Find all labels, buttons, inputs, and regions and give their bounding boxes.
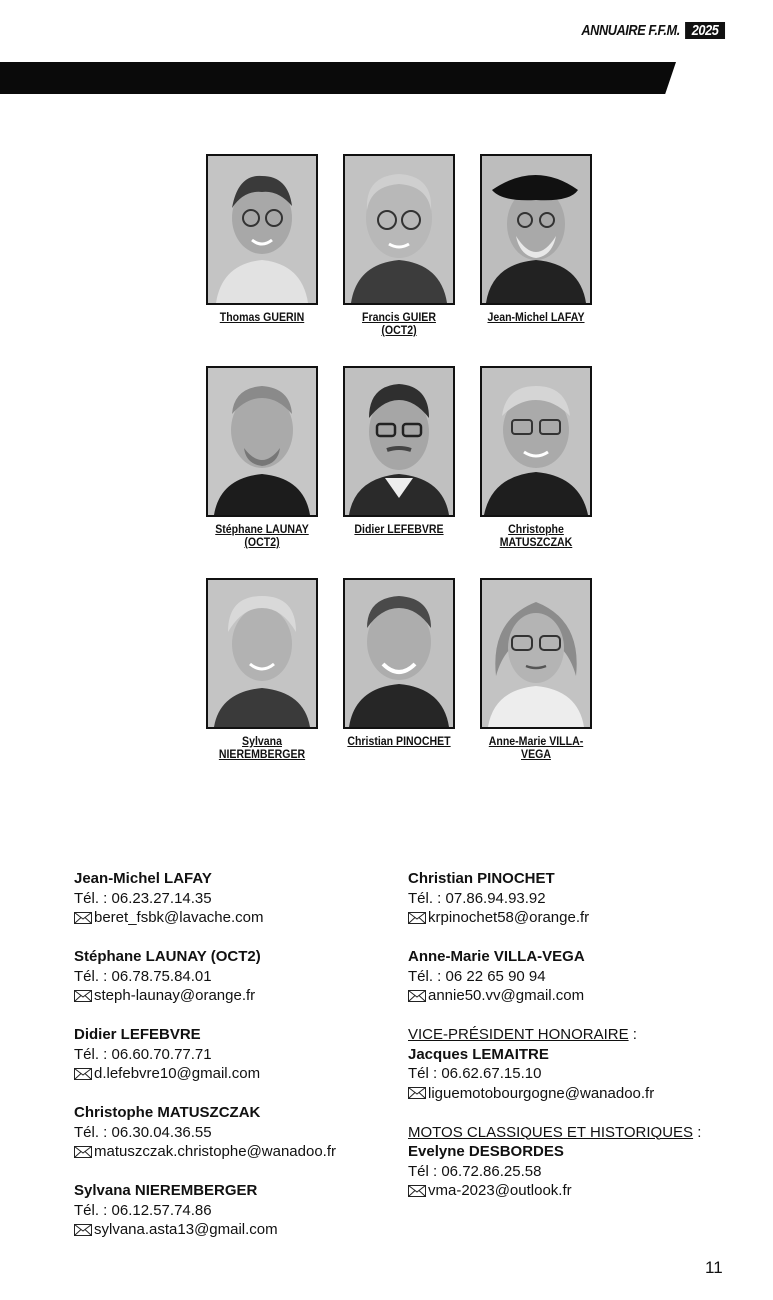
contact-email[interactable] xyxy=(74,1142,408,1162)
contact-email[interactable] xyxy=(408,986,734,1006)
contact-email[interactable] xyxy=(74,1064,408,1084)
contact-name: Didier LEFEBVRE xyxy=(74,1026,201,1043)
contacts-section xyxy=(74,869,734,1259)
member-card xyxy=(480,366,592,578)
member-photo xyxy=(480,366,592,517)
honorary-suffix: : xyxy=(628,1026,637,1043)
contact-email-text: d.lefebvre10@gmail.com xyxy=(94,1065,261,1082)
honorary-heading xyxy=(408,1026,637,1043)
contact-email[interactable] xyxy=(74,1220,408,1240)
contact-email-text: krpinochet58@orange.fr xyxy=(428,909,590,926)
classic-phone: Tél : 06.72.86.25.58 xyxy=(408,1162,542,1180)
member-card xyxy=(206,578,318,790)
contact-email-text: steph-launay@orange.fr xyxy=(94,987,256,1004)
contact-entry xyxy=(408,869,734,928)
member-name: Francis GUIER (OCT2) xyxy=(362,310,436,337)
contact-phone: Tél. : 07.86.94.93.92 xyxy=(408,889,546,907)
mail-icon xyxy=(74,1068,92,1080)
contact-name: Anne-Marie VILLA-VEGA xyxy=(408,948,585,965)
member-photo xyxy=(206,366,318,517)
honorary-email[interactable] xyxy=(408,1084,734,1104)
honorary-entry xyxy=(408,1025,734,1103)
classic-suffix: : xyxy=(693,1123,702,1141)
member-name: Jean-Michel LAFAY xyxy=(487,310,585,324)
mail-icon xyxy=(408,990,426,1002)
contact-name: Jean-Michel LAFAY xyxy=(74,870,212,887)
mail-icon xyxy=(408,1087,426,1099)
member-name: Anne-Marie VILLA-VEGA xyxy=(488,734,584,761)
contact-email[interactable] xyxy=(74,986,408,1006)
member-name: Stéphane LAUNAY (OCT2) xyxy=(215,522,309,549)
member-photo xyxy=(343,366,455,517)
classic-email[interactable] xyxy=(408,1181,734,1201)
contacts-left-column xyxy=(74,869,408,1259)
member-photo xyxy=(480,578,592,729)
classic-heading xyxy=(408,1124,701,1141)
contact-phone: Tél. : 06.30.04.36.55 xyxy=(74,1123,212,1141)
member-card xyxy=(480,578,592,790)
page-number: 11 xyxy=(705,1258,723,1277)
mail-icon xyxy=(408,912,426,924)
contact-name: Christian PINOCHET xyxy=(408,870,555,887)
classic-email-text: vma-2023@outlook.fr xyxy=(428,1182,572,1199)
contact-entry xyxy=(74,947,408,1006)
member-name: Didier LEFEBVRE xyxy=(354,522,444,536)
mail-icon xyxy=(74,1146,92,1158)
contact-phone: Tél. : 06 22 65 90 94 xyxy=(408,967,546,985)
contact-phone: Tél. : 06.60.70.77.71 xyxy=(74,1045,212,1063)
member-name: Thomas GUERIN xyxy=(219,310,305,324)
classic-name: Evelyne DESBORDES xyxy=(408,1143,564,1160)
member-card xyxy=(480,154,592,366)
honorary-label: VICE-PRÉSIDENT HONORAIRE xyxy=(408,1026,629,1043)
member-name: Christophe MATUSZCZAK xyxy=(499,522,573,549)
contact-entry xyxy=(74,1025,408,1084)
contact-name: Stéphane LAUNAY (OCT2) xyxy=(74,948,261,965)
honorary-name: Jacques LEMAITRE xyxy=(408,1045,549,1063)
contact-phone: Tél. : 06.12.57.74.86 xyxy=(74,1201,212,1219)
member-photo xyxy=(480,154,592,305)
mail-icon xyxy=(408,1185,426,1197)
header-year: 2025 xyxy=(685,22,725,39)
contact-name: Sylvana NIEREMBERGER xyxy=(74,1182,258,1199)
mail-icon xyxy=(74,912,92,924)
contact-email-text: beret_fsbk@lavache.com xyxy=(94,909,264,926)
header-label xyxy=(581,22,725,39)
contact-email-text: annie50.vv@gmail.com xyxy=(428,987,585,1004)
member-photo xyxy=(206,578,318,729)
member-card xyxy=(343,154,455,366)
member-photo-grid xyxy=(206,154,592,790)
contact-email[interactable] xyxy=(408,908,734,928)
member-photo xyxy=(206,154,318,305)
header-title: ANNUAIRE F.F.M. xyxy=(581,22,680,39)
contact-email[interactable] xyxy=(74,908,408,928)
contact-entry xyxy=(74,869,408,928)
contact-email-text: sylvana.asta13@gmail.com xyxy=(94,1221,278,1238)
mail-icon xyxy=(74,1224,92,1236)
contact-phone: Tél. : 06.23.27.14.35 xyxy=(74,889,212,907)
honorary-email-text: liguemotobourgogne@wanadoo.fr xyxy=(428,1084,655,1102)
contact-entry xyxy=(408,947,734,1006)
member-card xyxy=(343,366,455,578)
classic-label: MOTOS CLASSIQUES ET HISTORIQUES xyxy=(408,1123,694,1141)
mail-icon xyxy=(74,990,92,1002)
member-card xyxy=(206,154,318,366)
header-band xyxy=(0,62,676,94)
member-name: Christian PINOCHET xyxy=(347,734,451,748)
member-photo xyxy=(343,154,455,305)
member-card xyxy=(206,366,318,578)
contact-entry xyxy=(74,1181,408,1240)
contact-name: Christophe MATUSZCZAK xyxy=(74,1104,261,1121)
classic-entry xyxy=(408,1123,734,1201)
honorary-phone: Tél : 06.62.67.15.10 xyxy=(408,1065,542,1082)
contacts-right-column xyxy=(408,869,734,1259)
contact-phone: Tél. : 06.78.75.84.01 xyxy=(74,967,212,985)
contact-entry xyxy=(74,1103,408,1162)
member-photo xyxy=(343,578,455,729)
contact-email-text: matuszczak.christophe@wanadoo.fr xyxy=(94,1143,337,1160)
member-name: Sylvana NIEREMBERGER xyxy=(218,734,306,761)
member-card xyxy=(343,578,455,790)
